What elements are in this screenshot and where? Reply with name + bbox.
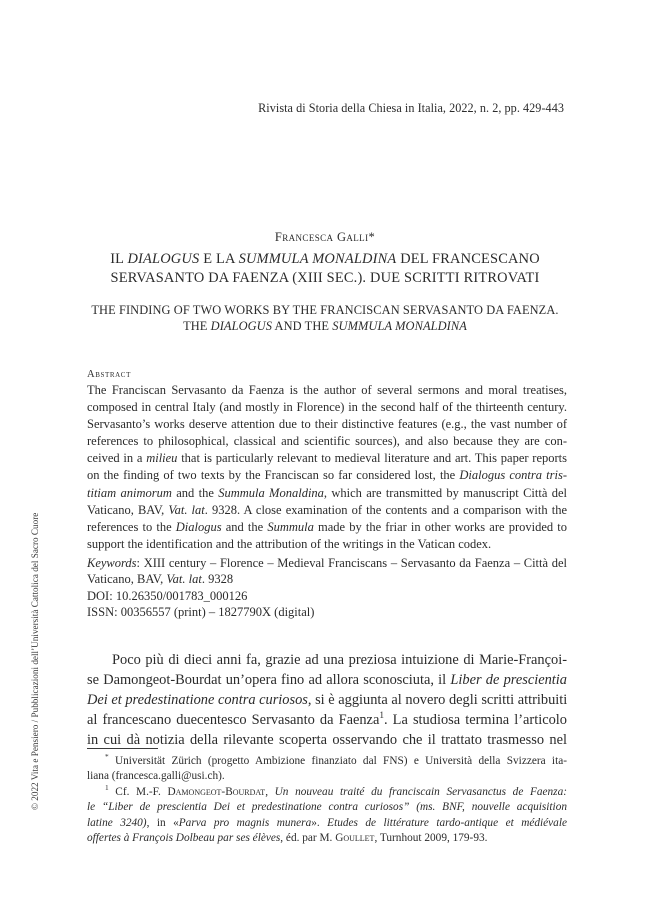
footnote-line bbox=[87, 785, 567, 800]
footnote-mark: 1 bbox=[105, 783, 109, 793]
abstract-run: that is particularly relevant to medieval literature and art. This paper reports bbox=[177, 451, 568, 466]
keywords-text: . 9328 bbox=[201, 572, 234, 587]
footnotes bbox=[87, 754, 567, 846]
article-body bbox=[87, 650, 567, 750]
footnote-text: Universität Zürich (progetto Ambizione finanziato dal FNS) e Università della Svizzera ita- bbox=[108, 755, 567, 767]
footnote-text: , in « bbox=[146, 816, 179, 829]
abstract-run: , which are transmitted by manuscript Città del bbox=[323, 485, 567, 500]
abstract-line: composed in central Italy (and mostly in Florence) in the second half of the thirteenth century. bbox=[87, 400, 567, 415]
author-line bbox=[0, 230, 650, 245]
author-name: Francesca Galli bbox=[274, 230, 369, 244]
keywords-italic: Vat. lat bbox=[166, 572, 202, 587]
abstract-line bbox=[87, 519, 567, 536]
title-work-name: DIALOGUS bbox=[127, 251, 200, 267]
abstract-run: and the bbox=[171, 485, 219, 500]
footnote-author: Damongeot-Bourdat bbox=[167, 785, 266, 798]
body-run: . La studiosa termina l’articolo bbox=[384, 712, 567, 728]
abstract-text bbox=[87, 382, 567, 553]
title-work-name: DIALOGUS bbox=[210, 319, 273, 333]
article-title-italian bbox=[0, 250, 650, 288]
article-title-english bbox=[0, 302, 650, 334]
abstract-italic: titiam animorum bbox=[87, 485, 172, 500]
abstract-run: and the bbox=[221, 519, 268, 534]
abstract-italic: Dialogus contra tris- bbox=[459, 468, 568, 483]
abstract-run: on the finding of two texts by the Franciscan so far considered lost, the bbox=[87, 468, 460, 483]
abstract-line: Servasanto’s works deserve attention due to their distinctive features (e.g., the vast number of bbox=[87, 417, 567, 432]
footnote-line bbox=[87, 816, 567, 831]
keywords-label: Keywords bbox=[87, 556, 137, 570]
keywords-line bbox=[87, 555, 567, 571]
abstract-line bbox=[87, 502, 567, 519]
body-run: al francescano duecentesco Servasanto da Faenza bbox=[87, 712, 380, 728]
body-line bbox=[87, 670, 567, 690]
title-text: IL bbox=[110, 251, 128, 267]
title-text: E LA bbox=[199, 251, 239, 267]
body-run: , si è aggiunta al novero degli scritti attribuiti bbox=[307, 692, 568, 708]
abstract-italic: Summula bbox=[267, 519, 314, 534]
footnote-italic: le “Liber de prescientia Dei et predestinatione contra curiosos” (ms. BNF, nouvelle acquisition bbox=[87, 801, 567, 814]
keywords-text: : XIII century – Florence – Medieval Franciscans – Servasanto da Faenza – Città del bbox=[136, 556, 567, 570]
footnote-italic: Etudes de littérature tardo-antique et médiévale bbox=[327, 816, 567, 829]
body-line: Poco più di dieci anni fa, grazie ad una preziosa intuizione di Marie-Françoi- bbox=[112, 652, 567, 668]
body-line: in cui dà notizia della rilevante scoperta osservando che il trattato trasmesso nel bbox=[87, 732, 567, 748]
article-metadata bbox=[87, 555, 567, 621]
footnote-line bbox=[87, 800, 567, 815]
title-text: AND THE bbox=[272, 319, 333, 333]
footnote-italic: latine 3240) bbox=[87, 816, 147, 829]
abstract-italic: Vat. lat bbox=[168, 502, 205, 517]
body-line bbox=[87, 710, 567, 730]
abstract-run: references to the bbox=[87, 519, 176, 534]
title-it-line-1 bbox=[0, 250, 650, 269]
abstract-line: references to philosophical, classical and scientific sources), and also because they are con- bbox=[87, 434, 567, 449]
body-italic: Liber de prescientia bbox=[450, 672, 567, 688]
keywords-line bbox=[87, 571, 567, 587]
abstract-run: ceived in a bbox=[87, 451, 147, 466]
footnote-text: ». bbox=[311, 816, 328, 829]
abstract-run: made by the friar in other works are provided to bbox=[313, 519, 568, 534]
footnote-separator bbox=[87, 748, 158, 749]
body-line bbox=[87, 690, 567, 710]
running-head: Rivista di Storia della Chiesa in Italia, 2022, n. 2, pp. 429-443 bbox=[258, 101, 564, 115]
abstract-heading: Abstract bbox=[87, 369, 131, 380]
title-work-name: SUMMULA MONALDINA bbox=[238, 251, 397, 267]
footnote-line bbox=[87, 831, 567, 846]
abstract-run: . 9328. A close examination of the contents and a comparison with the bbox=[204, 502, 567, 517]
footnote-italic: Parva pro magnis munera bbox=[178, 816, 312, 829]
title-text: DEL FRANCESCANO bbox=[396, 251, 540, 267]
footnote-author: Goullet bbox=[335, 832, 375, 845]
footnote-mark: * bbox=[105, 752, 109, 762]
body-italic: Dei et predestinatione contra curiosos bbox=[87, 692, 308, 708]
abstract-run: Vaticano, BAV, bbox=[87, 502, 169, 517]
footnote-line bbox=[87, 754, 567, 769]
issn-line: ISSN: 00356557 (print) – 1827790X (digital) bbox=[87, 605, 315, 620]
footnote-text: , bbox=[265, 785, 275, 798]
doi-line: DOI: 10.26350/001783_000126 bbox=[87, 588, 248, 603]
abstract-line: support the identification and the attribution of the writings in the Vatican codex. bbox=[87, 536, 492, 551]
title-en-line-2 bbox=[0, 318, 650, 334]
abstract-line bbox=[87, 467, 567, 484]
footnote-text: , éd. par M. bbox=[280, 832, 336, 845]
abstract-line: The Franciscan Servasanto da Faenza is the author of several sermons and moral treatises, bbox=[87, 383, 567, 397]
abstract-line bbox=[87, 485, 567, 502]
footnote-italic: offertes à François Dolbeau par ses élèves bbox=[87, 832, 281, 845]
abstract-italic: milieu bbox=[146, 451, 178, 466]
body-run: se Damongeot-Bourdat un’opera fino ad allora sconosciuta, il bbox=[87, 672, 451, 688]
footnote-reference[interactable]: 1 bbox=[379, 711, 384, 722]
abstract-italic: Summula Monaldina bbox=[218, 485, 324, 500]
title-text: THE bbox=[183, 319, 211, 333]
footnote-text: Cf. M.-F. bbox=[108, 785, 168, 798]
title-en-line-1: THE FINDING OF TWO WORKS BY THE FRANCISCAN SERVASANTO DA FAENZA. bbox=[91, 303, 559, 317]
footnote-italic: Un nouveau traité du franciscain Servasanctus de Faenza: bbox=[274, 785, 567, 798]
abstract-line bbox=[87, 450, 567, 467]
title-it-line-2: SERVASANTO DA FAENZA (XIII SEC.). DUE SCRITTI RITROVATI bbox=[110, 270, 540, 286]
footnote-text: , Turnhout 2009, 179-93. bbox=[374, 832, 488, 845]
keywords-text: Vaticano, BAV, bbox=[87, 572, 167, 587]
author-footnote-mark: * bbox=[368, 230, 376, 244]
copyright-notice: © 2022 Vita e Pensiero / Pubblicazioni dell’Università Cattolica del Sacro Cuore bbox=[30, 512, 40, 810]
title-work-name: SUMMULA MONALDINA bbox=[332, 319, 467, 333]
footnote-line: liana (francesca.galli@usi.ch). bbox=[87, 770, 225, 783]
abstract-italic: Dialogus bbox=[175, 519, 222, 534]
